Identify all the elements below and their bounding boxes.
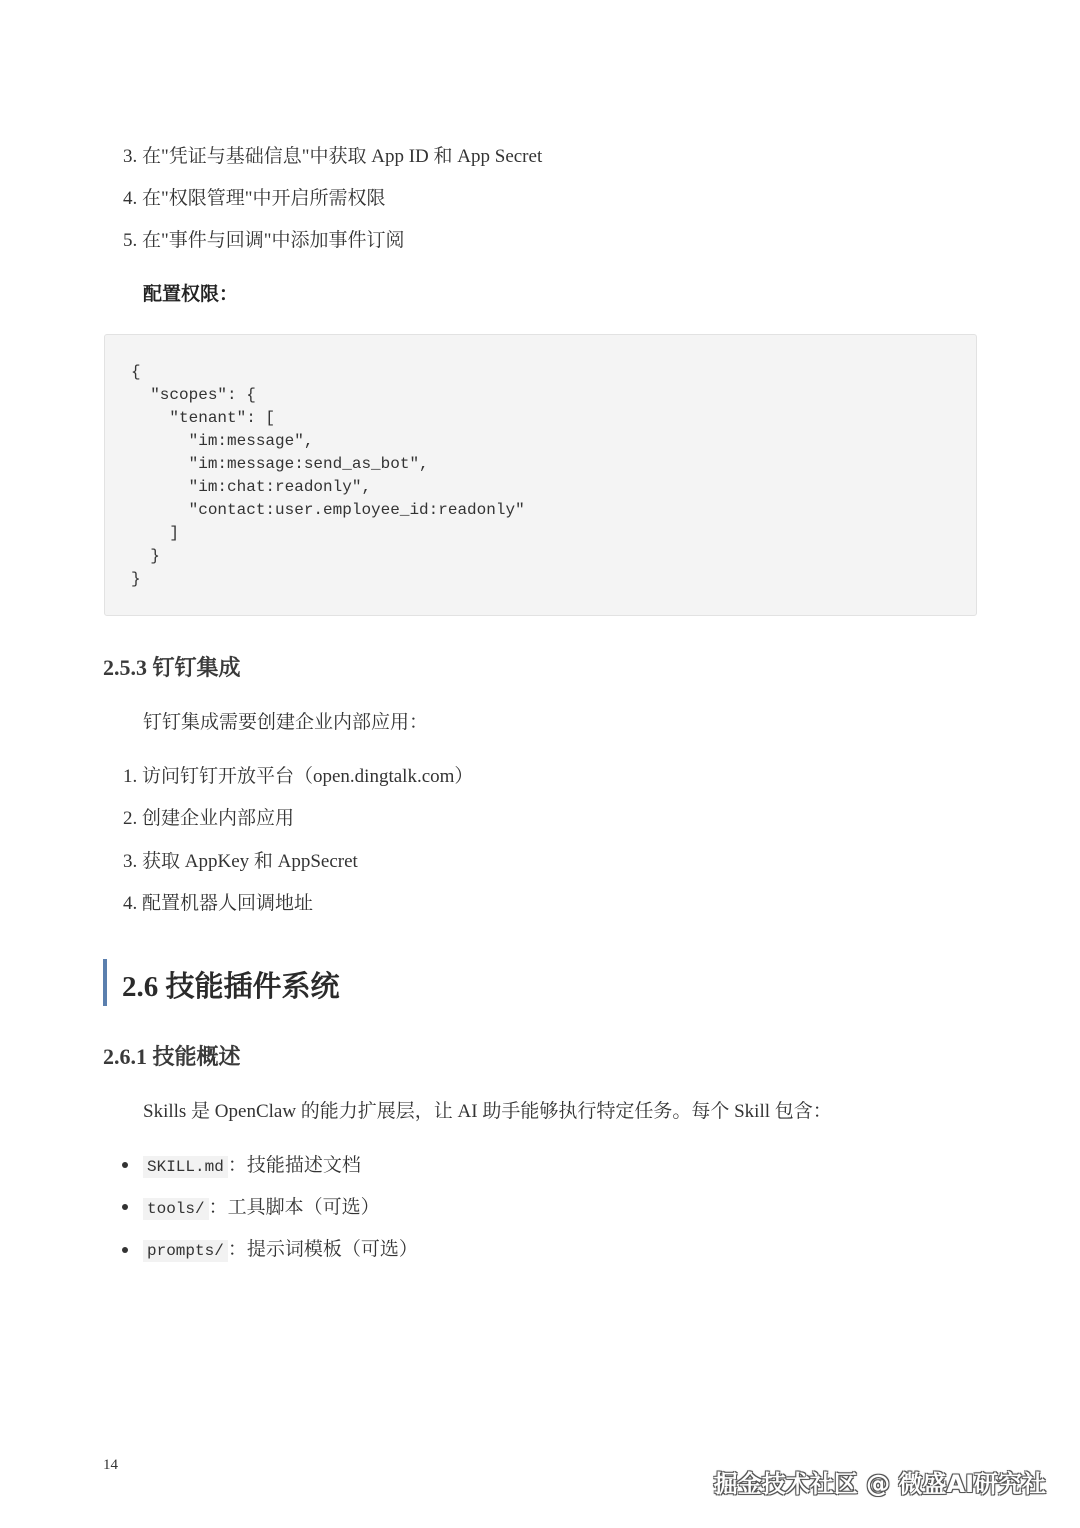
watermark: 掘金技术社区 @ 微盛AI研究社 xyxy=(713,1470,1046,1498)
section-intro: Skills 是 OpenClaw 的能力扩展层，让 AI 助手能够执行特定任务。每个 Skill 包含： xyxy=(143,1101,832,1122)
code-line: } xyxy=(131,570,141,588)
section-heading: 2.6 技能插件系统 xyxy=(122,971,340,1003)
list-item: 4. 配置机器人回调地址 xyxy=(123,893,314,914)
code-line: { xyxy=(131,363,141,381)
bullet-dot xyxy=(122,1204,128,1210)
code-line: "im:chat:readonly", xyxy=(131,478,372,496)
bullet-dot xyxy=(122,1247,128,1253)
list-item: 5. 在"事件与回调"中添加事件订阅 xyxy=(123,230,405,251)
section-intro: 钉钉集成需要创建企业内部应用： xyxy=(143,712,429,733)
list-item: 1. 访问钉钉开放平台（open.dingtalk.com） xyxy=(123,766,474,787)
list-item: 3. 获取 AppKey 和 AppSecret xyxy=(123,851,358,872)
code-line: "im:message:send_as_bot", xyxy=(131,455,429,473)
code-block xyxy=(104,334,977,616)
bullet-dot xyxy=(122,1162,128,1168)
list-item: 3. 在"凭证与基础信息"中获取 App ID 和 App Secret xyxy=(123,146,543,167)
list-item: 4. 在"权限管理"中开启所需权限 xyxy=(123,188,386,209)
list-item: 2. 创建企业内部应用 xyxy=(123,808,295,829)
section-heading: 2.6.1 技能概述 xyxy=(103,1044,241,1069)
list-item: SKILL.md ：技能描述文档 xyxy=(143,1150,361,1177)
code-content xyxy=(131,361,525,591)
list-item: tools/ ：工具脚本（可选） xyxy=(143,1192,380,1219)
config-label: 配置权限： xyxy=(143,284,239,305)
page-number: 14 xyxy=(103,1457,118,1473)
code-line: "tenant": [ xyxy=(131,409,276,427)
list-item: prompts/ ：提示词模板（可选） xyxy=(143,1234,418,1261)
code-line: } xyxy=(131,547,160,565)
code-line: "im:message", xyxy=(131,432,314,450)
section-heading: 2.5.3 钉钉集成 xyxy=(103,655,241,680)
heading-accent-bar xyxy=(103,959,107,1006)
code-line: "scopes": { xyxy=(131,386,256,404)
code-line: "contact:user.employee_id:readonly" xyxy=(131,501,525,519)
code-line: ] xyxy=(131,524,180,542)
